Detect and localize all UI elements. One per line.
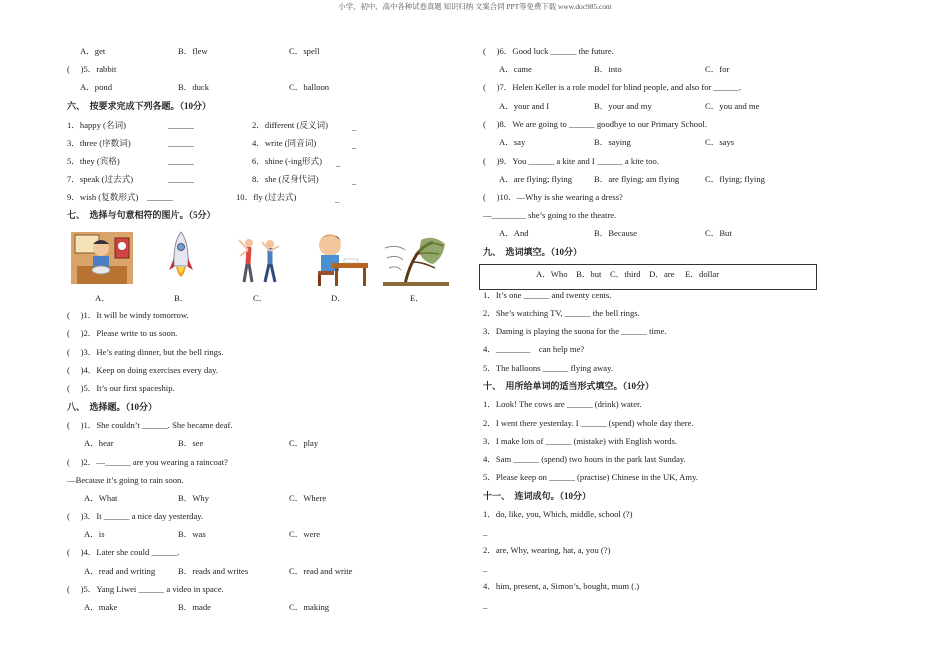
option-c: C．balloon <box>289 82 330 92</box>
question-stem: ( )5．Yang Liwei ______ a video in space. <box>67 584 224 594</box>
sec6-item: 1．happy (名词) <box>67 120 126 130</box>
option-c: C．But <box>705 228 732 238</box>
sec6-blank: _ <box>336 158 341 168</box>
sec9-item: 1．It’s one ______ and twenty cents. <box>483 290 612 300</box>
option-a: A．read and writing <box>84 566 156 576</box>
option-a: A．pond <box>80 82 112 92</box>
sec6-blank: _ <box>335 194 340 204</box>
sec6-item: 3．three (序数词) <box>67 138 131 148</box>
option-a: A．say <box>499 137 526 147</box>
section-11-title: 十一、 连词成句。（10分） <box>483 491 592 501</box>
picture-label-e: E． <box>410 293 424 303</box>
option-c: C．says <box>705 137 735 147</box>
sec10-item: 1．Look! The cows are ______ (drink) water. <box>483 399 642 409</box>
sec6-blank: ______ <box>168 120 194 130</box>
sec6-blank: _ <box>352 176 357 186</box>
boy-writing-picture <box>308 229 368 287</box>
sec10-item: 5．Please keep on ______ (practise) Chinese in the UK, Amy. <box>483 472 698 482</box>
rocket-picture <box>168 230 194 286</box>
sec7-item: ( )4．Keep on doing exercises every day. <box>67 365 218 375</box>
option-c: C．you and me <box>705 101 760 111</box>
option-b: B．Because <box>594 228 637 238</box>
sec6-item: 9．wish (复数形式) ______ <box>67 192 173 202</box>
sec6-blank: ______ <box>168 138 194 148</box>
option-b: B．duck <box>178 82 210 92</box>
option-a: A．What <box>84 493 118 503</box>
sec6-item: 10．fly (过去式) <box>236 192 297 202</box>
option-b: B．flew <box>178 46 208 56</box>
question-stem: ( )7．Helen Keller is a role model for blind people, and also for ______. <box>483 82 742 92</box>
option-a: A．make <box>84 602 118 612</box>
question-stem: ( )4．Later she could ______. <box>67 547 180 557</box>
exercise-picture <box>236 236 282 286</box>
question-answer-line: —________ she’s going to the theatre. <box>483 210 617 220</box>
option-b: B．reads and writes <box>178 566 249 576</box>
sec6-blank: _ <box>352 140 357 150</box>
sec6-blank: ______ <box>168 174 194 184</box>
option-c: C．flying; flying <box>705 174 765 184</box>
answer-blank: _ <box>483 563 488 573</box>
sec7-item: ( )1．It will be windy tomorrow. <box>67 310 189 320</box>
sec10-item: 4．Sam ______ (spend) two hours in the park last Sunday. <box>483 454 686 464</box>
sec9-item: 3．Daming is playing the suona for the ______ time. <box>483 326 667 336</box>
sec9-item: 4．________ can help me? <box>483 344 585 354</box>
sec11-item: 4．him, present, a, Simon’s, bought, mum (.) <box>483 581 640 591</box>
option-b: B．Why <box>178 493 210 503</box>
option-c: C．Where <box>289 493 327 503</box>
sec9-item: 2．She’s watching TV, ______ the bell rings. <box>483 308 640 318</box>
site-header: 小学、初中、高中各种试卷真题 知识归纳 文案合同 PPT等免费下载 www.doc985.com <box>338 2 612 11</box>
picture-label-d: D． <box>331 293 346 303</box>
option-a: A．And <box>499 228 529 238</box>
picture-label-b: B． <box>174 293 189 303</box>
option-b: B．your and my <box>594 101 652 111</box>
sec10-item: 3．I make lots of ______ (mistake) with English words. <box>483 436 678 446</box>
question-stem: ( )6．Good luck ______ the future. <box>483 46 614 56</box>
option-a: A．hear <box>84 438 114 448</box>
sec6-item: 2．different (反义词) <box>252 120 328 130</box>
option-a: A．your and I <box>499 101 550 111</box>
windy-tree-picture <box>383 232 449 286</box>
option-c: C．play <box>289 438 319 448</box>
option-b: B．are flying; am flying <box>594 174 680 184</box>
sec11-item: 2．are, Why, wearing, hat, a, you (?) <box>483 545 611 555</box>
sec6-item: 8．she (反身代词) <box>252 174 319 184</box>
sec6-item: 4．write (同音词) <box>252 138 317 148</box>
answer-blank: _ <box>483 527 488 537</box>
question-stem: ( )2．—______ are you wearing a raincoat? <box>67 457 228 467</box>
section-6-title: 六、 按要求完成下列各题。（10分） <box>67 101 212 111</box>
option-b: B．see <box>178 438 204 448</box>
question-stem: ( )5．rabbit <box>67 64 117 74</box>
sec9-item: 5．The balloons ______ flying away. <box>483 363 613 373</box>
sec11-item: 1．do, like, you, Which, middle, school (?) <box>483 509 633 519</box>
sec10-item: 2．I went there yesterday. I ______ (spend) whole day there. <box>483 418 694 428</box>
question-stem: ( )3．It ______ a nice day yesterday. <box>67 511 204 521</box>
option-b: B．saying <box>594 137 631 147</box>
question-stem: ( )9．You ______ a kite and I ______ a kite too. <box>483 156 659 166</box>
sec6-item: 5．they (宾格) <box>67 156 120 166</box>
answer-blank: _ <box>483 600 488 610</box>
picture-label-a: A． <box>95 293 110 303</box>
option-b: B．was <box>178 529 206 539</box>
option-a: A．is <box>84 529 105 539</box>
option-c: C．read and write <box>289 566 353 576</box>
boy-eating-picture <box>71 232 133 284</box>
section-8-title: 八、 选择题。（10分） <box>67 402 158 412</box>
option-a: A．get <box>80 46 106 56</box>
section-10-title: 十、 用所给单词的适当形式填空。（10分） <box>483 381 655 391</box>
option-b: B．made <box>178 602 211 612</box>
sec6-blank: _ <box>352 122 357 132</box>
question-stem: ( )10．—Why is she wearing a dress? <box>483 192 623 202</box>
option-c: C．spell <box>289 46 320 56</box>
option-c: C．were <box>289 529 321 539</box>
sec7-item: ( )5．It’s our first spaceship. <box>67 383 175 393</box>
question-stem: ( )8．We are going to ______ goodbye to our Primary School. <box>483 119 707 129</box>
sec6-blank: ______ <box>168 156 194 166</box>
sec6-item: 7．speak (过去式) <box>67 174 134 184</box>
option-b: B．into <box>594 64 622 74</box>
sec7-item: ( )3．He’s eating dinner, but the bell rings. <box>67 347 224 357</box>
section-9-title: 九、 选词填空。（10分） <box>483 247 583 257</box>
picture-label-c: C． <box>253 293 268 303</box>
sec7-item: ( )2．Please write to us soon. <box>67 328 178 338</box>
option-c: C．making <box>289 602 330 612</box>
word-box-options: A．Who B．but C．third D．are E．dollar <box>536 269 720 279</box>
question-stem: ( )1．She couldn’t ______. She became deaf. <box>67 420 233 430</box>
option-a: A．are flying; flying <box>499 174 573 184</box>
section-7-title: 七、 选择与句意相符的图片。（5分） <box>67 210 216 220</box>
question-answer-line: —Because it’s going to rain soon. <box>67 475 184 485</box>
option-c: C．for <box>705 64 730 74</box>
option-a: A．came <box>499 64 532 74</box>
sec6-item: 6．shine (-ing形式) <box>252 156 322 166</box>
